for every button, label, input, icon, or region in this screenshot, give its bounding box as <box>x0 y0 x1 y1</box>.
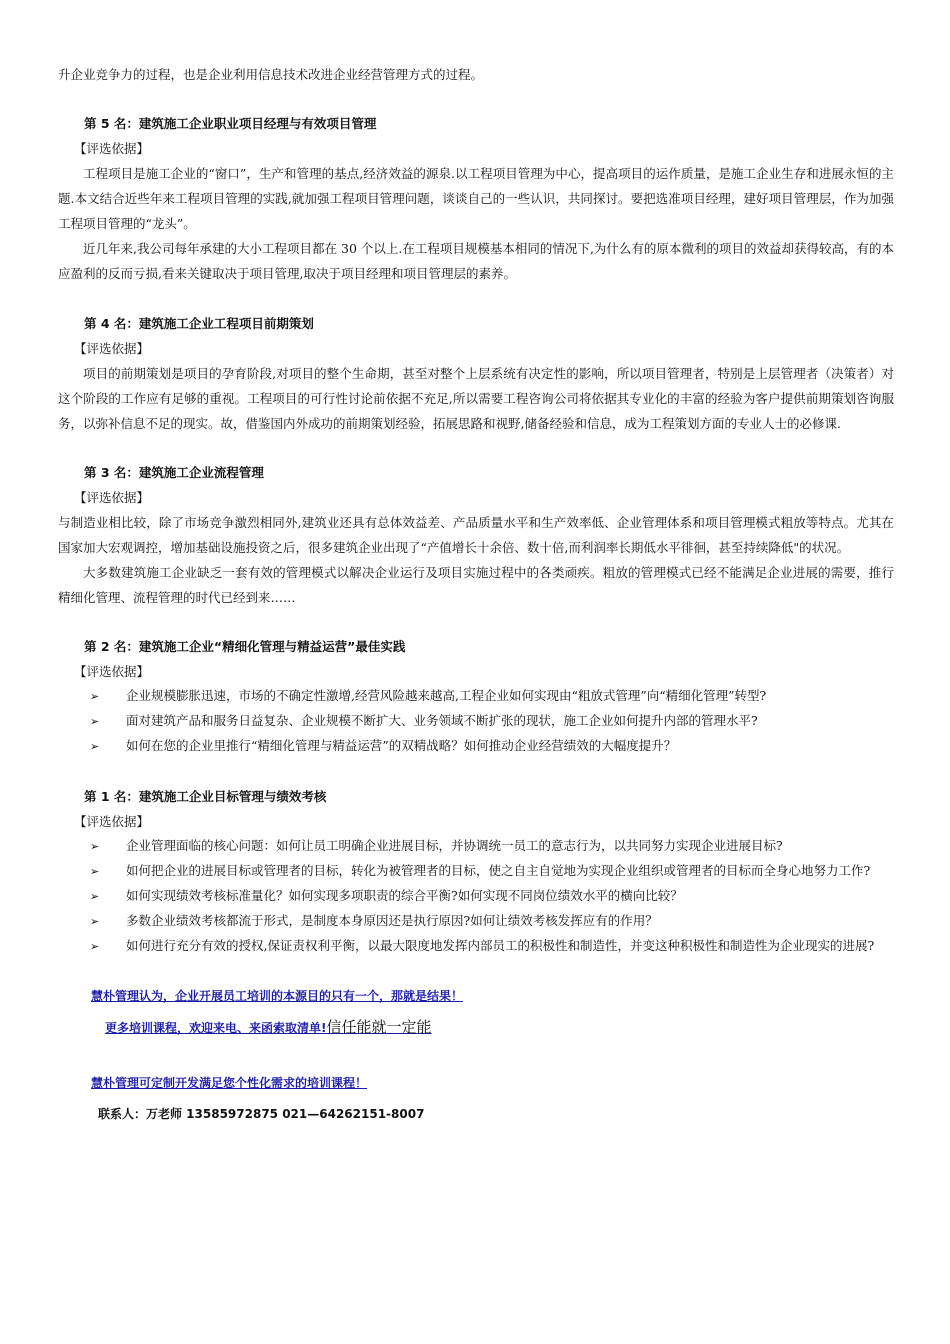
arrow-bullet-icon: ➢ <box>90 865 100 878</box>
arrow-bullet-icon: ➢ <box>90 940 100 953</box>
bullet-text: 多数企业绩效考核都流于形式，是制度本身原因还是执行原因?如何让绩效考核发挥应有的作用？ <box>126 913 658 928</box>
section-3-basis: 【评选依据】 <box>74 490 150 505</box>
intro-paragraph: 升企业竞争力的过程，也是企业利用信息技术改进企业经营管理方式的过程。 <box>58 67 484 82</box>
section-4-paragraph-1: 项目的前期策划是项目的孕育阶段,对项目的整个生命期，甚至对整个上层系统有决定性的影响，所以项目管理者，特别是上层管理者（决策者）对这个阶段的工作应有足够的重视。工程项目的可行性讨论前依据不充足,所以需要工程咨询公司将依据其专业化的丰富的经验为客户提供前期策划咨询服务，以弥补信息不足的现实。故，借鉴国内外成功的前期策划经验，拓展思路和视野,储备经验和信息，成为工程策划方面的专业人士的必修课. <box>58 366 894 431</box>
arrow-bullet-icon: ➢ <box>90 740 100 753</box>
section-3-paragraph-2: 大多数建筑施工企业缺乏一套有效的管理模式以解决企业运行及项目实施过程中的各类顽疾。粗放的管理模式已经不能满足企业进展的需要，推行精细化管理、流程管理的时代已经到来…… <box>58 565 894 605</box>
course-list-link-text[interactable]: 更多培训课程，欢迎来电、来函索取清单! <box>105 1021 327 1035</box>
course-list-link[interactable] <box>105 1017 432 1038</box>
section-5-paragraph-2: 近几年来,我公司每年承建的大小工程项目都在 30 个以上.在工程项目规模基本相同的情况下,为什么有的原本微利的项目的效益却获得较高，有的本应盈利的反而亏损,看来关键取决于项目管理,取决于项目经理和项目管理层的素养。 <box>58 241 894 281</box>
section-2-bullet <box>90 736 900 757</box>
training-result-link[interactable]: 慧朴管理认为，企业开展员工培训的本源目的只有一个，那就是结果！ <box>91 989 464 1003</box>
section-5-title: 第 5 名：建筑施工企业职业项目经理与有效项目管理 <box>84 116 377 131</box>
section-1-basis: 【评选依据】 <box>74 814 150 829</box>
section-2-bullet <box>90 711 900 732</box>
section-1-title: 第 1 名：建筑施工企业目标管理与绩效考核 <box>84 789 327 804</box>
bullet-text: 如何实现绩效考核标准量化？如何实现多项职责的综合平衡?如何实现不同岗位绩效水平的横向比较？ <box>126 888 683 903</box>
section-2-title: 第 2 名：建筑施工企业“精细化管理与精益运营”最佳实践 <box>84 639 406 654</box>
bullet-text: 如何进行充分有效的授权,保证责权利平衡，以最大限度地发挥内部员工的积极性和制造性，并变这种积极性和制造性为企业现实的进展? <box>126 938 875 953</box>
section-4-title: 第 4 名：建筑施工企业工程项目前期策划 <box>84 316 314 331</box>
section-1-bullet <box>90 861 900 882</box>
bullet-text: 面对建筑产品和服务日益复杂、企业规模不断扩大、业务领域不断扩张的现状，施工企业如何提升内部的管理水平? <box>126 713 758 728</box>
section-2-basis: 【评选依据】 <box>74 664 150 679</box>
section-1-bullet <box>90 936 900 957</box>
slogan-text: 信任能就一定能 <box>326 1018 432 1036</box>
arrow-bullet-icon: ➢ <box>90 915 100 928</box>
contact-info: 联系人：万老师 13585972875 021—64262151-8007 <box>98 1107 425 1121</box>
section-4-basis: 【评选依据】 <box>74 341 150 356</box>
section-2-bullet <box>90 686 900 707</box>
bullet-text: 如何把企业的进展目标或管理者的目标，转化为被管理者的目标，使之自主自觉地为实现企业组织或管理者的目标而全身心地努力工作? <box>126 863 871 878</box>
bullet-text: 企业管理面临的核心问题：如何让员工明确企业进展目标，并协调统一员工的意志行为，以共同努力实现企业进展目标? <box>126 838 783 853</box>
section-3-title: 第 3 名：建筑施工企业流程管理 <box>84 465 264 480</box>
bullet-text: 企业规模膨胀迅速，市场的不确定性激增,经营风险越来越高,工程企业如何实现由“粗放式管理”向“精细化管理”转型? <box>126 688 767 703</box>
custom-course-link[interactable]: 慧朴管理可定制开发满足您个性化需求的培训课程！ <box>91 1076 368 1090</box>
arrow-bullet-icon: ➢ <box>90 690 100 703</box>
bullet-text: 如何在您的企业里推行“精细化管理与精益运营”的双精战略？如何推动企业经营绩效的大幅度提升？ <box>126 738 677 753</box>
section-5-basis: 【评选依据】 <box>74 141 150 156</box>
section-3-paragraph-1: 与制造业相比较，除了市场竞争激烈相同外,建筑业还具有总体效益差、产品质量水平和生产效率低、企业管理体系和项目管理模式粗放等特点。尤其在国家加大宏观调控，增加基础设施投资之后，很多建筑企业出现了“产值增长十余倍、数十倍,而利润率长期低水平徘徊，甚至持续降低"的状况。 <box>58 515 894 555</box>
section-1-bullet <box>90 911 900 932</box>
arrow-bullet-icon: ➢ <box>90 890 100 903</box>
section-1-bullet <box>90 886 900 907</box>
arrow-bullet-icon: ➢ <box>90 840 100 853</box>
arrow-bullet-icon: ➢ <box>90 715 100 728</box>
section-5-paragraph-1: 工程项目是施工企业的“窗口”，生产和管理的基点,经济效益的源泉.以工程项目管理为中心，提高项目的运作质量，是施工企业生存和进展永恒的主题.本文结合近些年来工程项目管理的实践,就加强工程项目管理问题，谈谈自己的一些认识，共同探讨。要把选准项目经理，建好项目管理层，作为加强工程项目管理的“龙头”。 <box>58 166 894 231</box>
section-1-bullet <box>90 836 900 857</box>
